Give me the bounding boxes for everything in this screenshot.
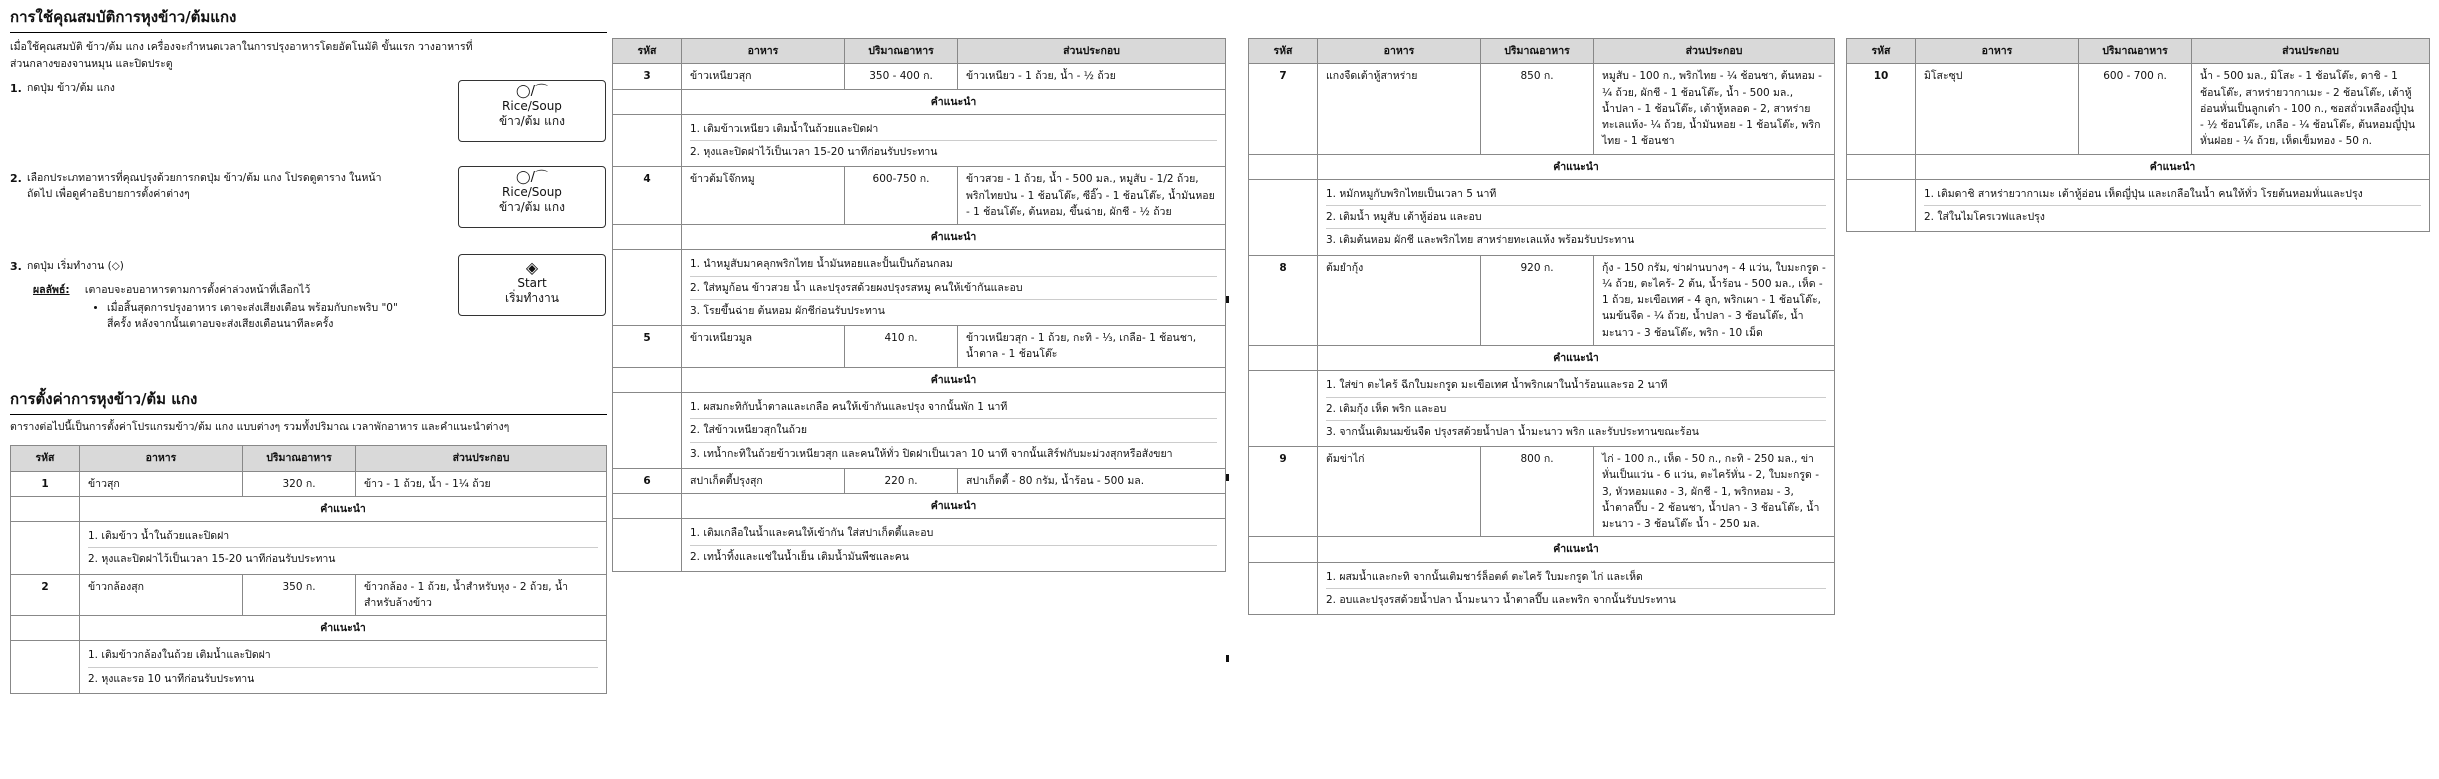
item-qty: 600-750 ก. — [845, 167, 958, 225]
spacer-cell — [613, 494, 682, 519]
start-icon: ◈ — [525, 257, 539, 277]
header-code: รหัส — [1249, 39, 1318, 64]
button-label-en: Rice/Soup — [502, 99, 562, 114]
spacer-cell — [613, 367, 682, 392]
instruction-step: 1. เติมข้าวเหนียว เติมน้ำในถ้วยและปิดฝา — [690, 118, 1217, 141]
spacer-cell — [1249, 154, 1318, 179]
instructions-list — [690, 253, 1217, 322]
instructions-label: คำแนะนำ — [682, 494, 1226, 519]
instruction-step: 2. หุงและรอ 10 นาทีก่อนรับประทาน — [88, 672, 255, 685]
spacer-cell — [613, 225, 682, 250]
item-food: แกงจืดเต้าหู้สาหร่าย — [1318, 64, 1481, 154]
section-subtitle: การตั้งค่าการหุงข้าว/ต้ม แกง — [10, 388, 607, 415]
header-qty: ปริมาณอาหาร — [243, 446, 356, 471]
instruction-step: 1. เติมดาชิ สาหร่ายวากาเมะ เต้าหู้อ่อน เห็ดญี่ปุ่น และเกลือในน้ำ คนให้ทั่ว โรยต้นหอมหั่นและปรุง — [1924, 183, 2421, 206]
rice-soup-button[interactable] — [458, 80, 606, 142]
step-3 — [10, 258, 607, 388]
instructions-label: คำแนะนำ — [682, 225, 1226, 250]
subsection-intro: ตารางต่อไปนี้เป็นการตั้งค่าโปรแกรมข้าว/ต้ม แกง แบบต่างๆ รวมทั้งปริมาณ เวลาพักอาหาร และคำแนะนำต่างๆ — [10, 421, 510, 434]
item-qty: 920 ก. — [1481, 255, 1594, 345]
spacer-cell — [613, 519, 682, 572]
instructions-cell — [682, 114, 1226, 167]
instructions-cell — [682, 250, 1226, 326]
instruction-step: 3. เทน้ำกะทิในถ้วยข้าวเหนียวสุก และคนให้ทั่ว ปิดฝาเป็นเวลา 10 นาที จากนั้นเสิร์ฟกับมะม่วงสุกหรือสังขยา — [690, 447, 1173, 460]
instructions-row — [1847, 179, 2430, 232]
button-label-en: Start — [517, 276, 547, 291]
spacer-cell — [11, 522, 80, 575]
button-label-en: Rice/Soup — [502, 185, 562, 200]
column-1 — [10, 0, 607, 694]
instructions-row — [613, 114, 1226, 167]
settings-table — [10, 445, 607, 694]
item-qty: 410 ก. — [845, 326, 958, 368]
header-ingredients: ส่วนประกอบ — [958, 39, 1226, 64]
result-label: ผลลัพธ์: — [33, 283, 70, 296]
spacer-cell — [613, 250, 682, 326]
instructions-list — [88, 525, 598, 571]
instructions-row — [11, 641, 607, 694]
item-qty: 220 ก. — [845, 468, 958, 493]
spacer-cell — [11, 641, 80, 694]
instructions-list — [1326, 566, 1826, 612]
item-qty: 350 - 400 ก. — [845, 64, 958, 89]
header-code: รหัส — [1847, 39, 1916, 64]
step-text: กดปุ่ม เริ่มทำงาน (◇) — [27, 259, 124, 272]
header-food: อาหาร — [1916, 39, 2079, 64]
step-number: 1. — [10, 81, 22, 95]
instructions-list — [88, 644, 598, 690]
instructions-label: คำแนะนำ — [80, 496, 607, 521]
item-qty: 850 ก. — [1481, 64, 1594, 154]
instructions-list — [1924, 183, 2421, 229]
instructions-row — [613, 250, 1226, 326]
instructions-list — [1326, 183, 1826, 252]
step-number: 2. — [10, 171, 22, 185]
item-code: 9 — [1249, 447, 1318, 537]
start-button[interactable] — [458, 254, 606, 316]
item-code: 8 — [1249, 255, 1318, 345]
step-number: 3. — [10, 259, 22, 273]
header-food: อาหาร — [682, 39, 845, 64]
rice-bowl-icon: ◯/⌒ — [516, 169, 548, 185]
item-ingredients: กุ้ง - 150 กรัม, ข่าฝานบางๆ - 4 แว่น, ใบมะกรูด - ¼ ถ้วย, ตะไคร้- 2 ต้น, น้ำร้อน - 500 มล., เห็ด - 1 ถ้วย, มะเขือเทศ - 4 ลูก, พริกเผา - 1 ช้อนโต๊ะ, นมข้นจืด - ¼ ถ้วย, น้ำปลา - 3 ช้อนโต๊ะ, น้ำมะนาว - 3 ช้อนโต๊ะ, พริก - 10 เม็ด — [1594, 255, 1835, 345]
item-code: 6 — [613, 468, 682, 493]
item-qty: 320 ก. — [243, 471, 356, 496]
instructions-header-row — [1249, 537, 1835, 562]
header-qty: ปริมาณอาหาร — [1481, 39, 1594, 64]
item-food: ข้าวเหนียวมูล — [682, 326, 845, 368]
instructions-label: คำแนะนำ — [682, 367, 1226, 392]
button-label-th: ข้าว/ต้ม แกง — [498, 200, 566, 215]
instructions-cell — [682, 519, 1226, 572]
instruction-step: 1. เติมข้าว น้ำในถ้วยและปิดฝา — [88, 525, 598, 548]
instructions-header-row — [11, 616, 607, 641]
instructions-header-row — [613, 494, 1226, 519]
instruction-step: 1. หมักหมูกับพริกไทยเป็นเวลา 5 นาที — [1326, 183, 1826, 206]
instructions-list — [690, 522, 1217, 568]
item-ingredients: สปาเก็ตตี้ - 80 กรัม, น้ำร้อน - 500 มล. — [958, 468, 1226, 493]
table-row — [613, 326, 1226, 368]
spacer-cell — [1249, 371, 1318, 447]
instructions-label: คำแนะนำ — [1318, 154, 1835, 179]
step-text: เลือกประเภทอาหารที่คุณปรุงด้วยการกดปุ่ม ข้าว/ต้ม แกง โปรดดูตาราง ในหน้าถัดไป เพื่อดูคำอธิบายการตั้งค่าต่างๆ — [27, 171, 382, 201]
header-food: อาหาร — [80, 446, 243, 471]
rice-bowl-icon: ◯/⌒ — [516, 83, 548, 99]
result-bullet: • เมื่อสิ้นสุดการปรุงอาหาร เตาจะส่งเสียงเตือน พร้อมกับกะพริบ "0" สี่ครั้ง หลังจากนั้นเตาอบจะส่งเสียงเตือนนาทีละครั้ง — [107, 300, 407, 333]
spacer-cell — [613, 114, 682, 167]
spacer-cell — [613, 89, 682, 114]
instructions-row — [1249, 562, 1835, 615]
table-header — [11, 446, 607, 471]
instructions-header-row — [613, 225, 1226, 250]
column-2 — [612, 38, 1226, 572]
instructions-label: คำแนะนำ — [80, 616, 607, 641]
header-code: รหัส — [11, 446, 80, 471]
instructions-cell — [1318, 562, 1835, 615]
result-text: เตาอบจะอบอาหารตามการตั้งค่าล่วงหน้าที่เลือกไว้ — [84, 283, 311, 296]
instructions-label: คำแนะนำ — [682, 89, 1226, 114]
crop-mark — [1226, 296, 1229, 303]
table-row — [1249, 447, 1835, 537]
table-header — [1249, 39, 1835, 64]
item-food: ข้าวสุก — [80, 471, 243, 496]
button-label-th: เริ่มทำงาน — [505, 291, 559, 306]
instruction-step: 3. เติมต้นหอม ผักชี และพริกไทย สาหร่ายทะเลแห้ง พร้อมรับประทาน — [1326, 234, 1635, 247]
instruction-step: 2. เติมน้ำ หมูสับ เต้าหู้อ่อน และอบ — [1326, 206, 1826, 229]
item-ingredients: ข้าวเหนียวสุก - 1 ถ้วย, กะทิ - ⅓, เกลือ- 1 ช้อนชา, น้ำตาล - 1 ช้อนโต๊ะ — [958, 326, 1226, 368]
instruction-step: 2. เทน้ำทิ้งและแช่ในน้ำเย็น เติมน้ำมันพืชและคน — [690, 550, 909, 563]
instructions-header-row — [1249, 154, 1835, 179]
item-food: ข้าวกล้องสุก — [80, 574, 243, 616]
item-code: 4 — [613, 167, 682, 225]
instructions-header-row — [613, 89, 1226, 114]
spacer-cell — [1249, 562, 1318, 615]
crop-mark — [1226, 655, 1229, 662]
rice-soup-button[interactable] — [458, 166, 606, 228]
header-ingredients: ส่วนประกอบ — [1594, 39, 1835, 64]
instructions-cell — [80, 522, 607, 575]
item-code: 2 — [11, 574, 80, 616]
item-food: ต้มข่าไก่ — [1318, 447, 1481, 537]
instructions-cell — [682, 392, 1226, 468]
item-ingredients: ข้าว - 1 ถ้วย, น้ำ - 1¼ ถ้วย — [356, 471, 607, 496]
instruction-step: 2. อบและปรุงรสด้วยน้ำปลา น้ำมะนาว น้ำตาลปี๊บ และพริก จากนั้นรับประทาน — [1326, 593, 1676, 606]
table-header — [613, 39, 1226, 64]
spacer-cell — [1249, 537, 1318, 562]
item-ingredients: ข้าวกล้อง - 1 ถ้วย, น้ำสำหรับหุง - 2 ถ้วย, น้ำสำหรับล้างข้าว — [356, 574, 607, 616]
instructions-row — [613, 519, 1226, 572]
table-row — [613, 167, 1226, 225]
instruction-step: 1. เติมข้าวกล้องในถ้วย เติมน้ำและปิดฝา — [88, 644, 598, 667]
table-row — [1847, 64, 2430, 154]
settings-table — [1846, 38, 2430, 232]
instruction-step: 2. ใส่หมูก้อน ข้าวสวย น้ำ และปรุงรสด้วยผงปรุงรสหมู คนให้เข้ากันและอบ — [690, 277, 1217, 300]
instructions-cell — [1318, 179, 1835, 255]
instruction-step: 2. ใส่ในไมโครเวฟและปรุง — [1924, 211, 2045, 224]
step-text: กดปุ่ม ข้าว/ต้ม แกง — [27, 81, 115, 94]
intro-text: เมื่อใช้คุณสมบัติ ข้าว/ต้ม แกง เครื่องจะกำหนดเวลาในการปรุงอาหารโดยอัตโนมัติ ขั้นแรก วางอาหารที่ส่วนกลางของจานหมุน และปิดประตู — [10, 41, 473, 70]
table-row — [11, 471, 607, 496]
item-food: สปาเก็ตตี้ปรุงสุก — [682, 468, 845, 493]
item-ingredients: ข้าวสวย - 1 ถ้วย, น้ำ - 500 มล., หมูสับ - 1/2 ถ้วย, พริกไทยป่น - 1 ช้อนโต๊ะ, ซีอิ๊ว - 1 ช้อนโต๊ะ, น้ำมันหอย - 1 ช้อนโต๊ะ, ต้นหอม, ขึ้นฉ่าย, ผักชี - ½ ถ้วย — [958, 167, 1226, 225]
item-food: ข้าวเหนียวสุก — [682, 64, 845, 89]
page-title: การใช้คุณสมบัติการหุงข้าว/ต้มแกง — [10, 6, 607, 33]
instructions-label: คำแนะนำ — [1318, 345, 1835, 370]
instruction-step: 1. ใส่ข่า ตะไคร้ ฉีกใบมะกรูด มะเขือเทศ น้ำพริกเผาในน้ำร้อนและรอ 2 นาที — [1326, 374, 1826, 397]
instructions-cell — [1318, 371, 1835, 447]
result-bullets — [93, 300, 407, 333]
settings-table — [1248, 38, 1835, 615]
header-qty: ปริมาณอาหาร — [845, 39, 958, 64]
table-header — [1847, 39, 2430, 64]
spacer-cell — [1249, 345, 1318, 370]
item-ingredients: น้ำ - 500 มล., มิโสะ - 1 ช้อนโต๊ะ, ดาชิ - 1 ช้อนโต๊ะ, สาหร่ายวากาเมะ - 2 ช้อนโต๊ะ, เต้าหู้อ่อนหั่นเป็นลูกเต๋า - 100 ก., ซอสถั่วเหลืองญี่ปุ่น - ½ ช้อนโต๊ะ, เกลือ - ¼ ช้อนโต๊ะ, ต้นหอมญี่ปุ่นหั่นฝอย - ¼ ถ้วย, เห็ดเข็มทอง - 50 ก. — [2192, 64, 2430, 154]
item-code: 7 — [1249, 64, 1318, 154]
step-1 — [10, 80, 607, 170]
instruction-step: 1. เติมเกลือในน้ำและคนให้เข้ากัน ใส่สปาเก็ตตี้และอบ — [690, 522, 1217, 545]
instruction-step: 1. ผสมกะทิกับน้ำตาลและเกลือ คนให้เข้ากันและปรุง จากนั้นพัก 1 นาที — [690, 396, 1217, 419]
item-qty: 350 ก. — [243, 574, 356, 616]
instructions-row — [11, 522, 607, 575]
item-code: 5 — [613, 326, 682, 368]
column-3 — [1248, 38, 1835, 615]
item-code: 3 — [613, 64, 682, 89]
item-ingredients: ข้าวเหนียว - 1 ถ้วย, น้ำ - ½ ถ้วย — [958, 64, 1226, 89]
item-ingredients: หมูสับ - 100 ก., พริกไทย - ¼ ช้อนชา, ต้นหอม - ¼ ถ้วย, ผักชี - 1 ช้อนโต๊ะ, น้ำ - 500 มล., น้ำปลา - 1 ช้อนโต๊ะ, เต้าหู้หลอด - 2, สาหร่ายทะเลแห้ง- ¼ ถ้วย, น้ำมันหอย - 1 ช้อนโต๊ะ, พริกไทย - 1 ช้อนชา — [1594, 64, 1835, 154]
instructions-label: คำแนะนำ — [1318, 537, 1835, 562]
instructions-header-row — [613, 367, 1226, 392]
spacer-cell — [1847, 179, 1916, 232]
instructions-row — [1249, 179, 1835, 255]
table-row — [1249, 255, 1835, 345]
instruction-step: 3. จากนั้นเติมนมข้นจืด ปรุงรสด้วยน้ำปลา น้ำมะนาว พริก และรับประทานขณะร้อน — [1326, 425, 1699, 438]
instructions-cell — [1916, 179, 2430, 232]
instructions-header-row — [1847, 154, 2430, 179]
header-ingredients: ส่วนประกอบ — [2192, 39, 2430, 64]
table-row — [613, 468, 1226, 493]
instruction-step: 1. ผสมน้ำและกะทิ จากนั้นเติมชาร์ล็อตต์ ตะไคร้ ใบมะกรูด ไก่ และเห็ด — [1326, 566, 1826, 589]
instructions-list — [690, 396, 1217, 465]
instructions-header-row — [1249, 345, 1835, 370]
instructions-label: คำแนะนำ — [1916, 154, 2430, 179]
settings-table — [612, 38, 1226, 572]
item-ingredients: ไก่ - 100 ก., เห็ด - 50 ก., กะทิ - 250 มล., ข่าหั่นเป็นแว่น - 6 แว่น, ตะไคร้หั่น - 2, ใบมะกรูด - 3, หัวหอมแดง - 3, ผักชี - 1, พริกหอม - 3, น้ำตาลปี๊บ - 2 ช้อนชา, น้ำปลา - 3 ช้อนโต๊ะ, น้ำมะนาว - 3 ช้อนโต๊ะ น้ำ - 250 มล. — [1594, 447, 1835, 537]
step-2 — [10, 170, 607, 258]
spacer-cell — [1847, 154, 1916, 179]
result-block — [33, 282, 433, 333]
header-ingredients: ส่วนประกอบ — [356, 446, 607, 471]
instruction-step: 3. โรยขึ้นฉ่าย ต้นหอม ผักชีก่อนรับประทาน — [690, 304, 885, 317]
spacer-cell — [11, 496, 80, 521]
crop-mark — [1226, 474, 1229, 481]
header-code: รหัส — [613, 39, 682, 64]
table-row — [1249, 64, 1835, 154]
item-food: ข้าวต้มโจ๊กหมู — [682, 167, 845, 225]
instructions-list — [690, 118, 1217, 164]
item-code: 10 — [1847, 64, 1916, 154]
instruction-step: 2. หุงและปิดฝาไว้เป็นเวลา 15-20 นาทีก่อนรับประทาน — [88, 553, 336, 566]
table-row — [613, 64, 1226, 89]
instruction-step: 2. หุงและปิดฝาไว้เป็นเวลา 15-20 นาทีก่อนรับประทาน — [690, 146, 938, 159]
header-food: อาหาร — [1318, 39, 1481, 64]
table-row — [11, 574, 607, 616]
column-4 — [1846, 38, 2430, 232]
instructions-header-row — [11, 496, 607, 521]
item-qty: 800 ก. — [1481, 447, 1594, 537]
header-qty: ปริมาณอาหาร — [2079, 39, 2192, 64]
button-label-th: ข้าว/ต้ม แกง — [498, 114, 566, 129]
instruction-step: 2. ใส่ข้าวเหนียวสุกในถ้วย — [690, 419, 1217, 442]
steps — [10, 80, 607, 388]
item-food: ต้มยำกุ้ง — [1318, 255, 1481, 345]
instruction-step: 1. นำหมูสับมาคลุกพริกไทย น้ำมันหอยและปั้นเป็นก้อนกลม — [690, 253, 1217, 276]
instructions-list — [1326, 374, 1826, 443]
item-qty: 600 - 700 ก. — [2079, 64, 2192, 154]
spacer-cell — [11, 616, 80, 641]
item-food: มิโสะซุป — [1916, 64, 2079, 154]
instruction-step: 2. เติมกุ้ง เห็ด พริก และอบ — [1326, 398, 1826, 421]
item-code: 1 — [11, 471, 80, 496]
spacer-cell — [1249, 179, 1318, 255]
instructions-row — [613, 392, 1226, 468]
instructions-cell — [80, 641, 607, 694]
spacer-cell — [613, 392, 682, 468]
instructions-row — [1249, 371, 1835, 447]
